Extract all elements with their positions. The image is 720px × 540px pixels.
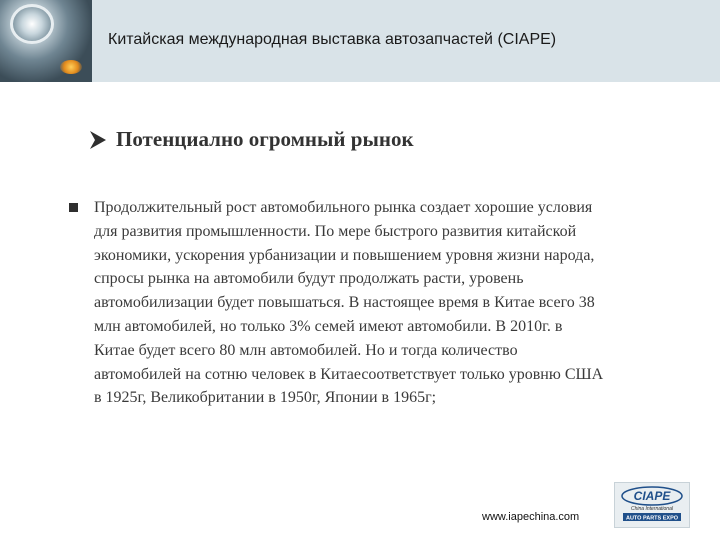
- body-line: автомобилей на сотню человек в Китаесоответствует только уровню США: [94, 365, 604, 383]
- header-car-headlight-image: [0, 0, 92, 82]
- body-line: спросы рынка на автомобили будут продолжать расти, уровень: [94, 270, 524, 288]
- footer-website: www.iapechina.com: [482, 511, 580, 523]
- arrow-bullet-icon: [88, 129, 108, 151]
- body-line: экономики, ускорения урбанизации и повышением уровня жизни народа,: [94, 246, 595, 264]
- body-line: млн автомобилей, но только 3% семей имеют автомобили. В 2010г. в: [94, 317, 563, 335]
- logo-subtitle: China International: [631, 506, 673, 512]
- body-line: для развития промышленности. По мере быстрого развития китайской: [94, 222, 577, 240]
- body-line: в 1925г, Великобритании в 1950г, Японии в 1965г;: [94, 389, 437, 407]
- indicator-light-shape: [60, 60, 82, 74]
- body-line: автомобилизации будет повышаться. В настоящее время в Китае всего 38: [94, 294, 595, 312]
- body-line: Китае будет всего 80 млн автомобилей. Но и тогда количество: [94, 341, 518, 359]
- header-title: Китайская международная выставка автозапчастей (CIAPE): [108, 31, 557, 48]
- body-line: Продолжительный рост автомобильного рынка создает хорошие условия: [94, 199, 593, 216]
- body-paragraph: [94, 196, 690, 410]
- headlight-shape: [10, 4, 54, 44]
- ciape-logo: [614, 482, 690, 528]
- logo-badge: AUTO PARTS EXPO: [625, 515, 679, 522]
- section-heading: Потенциално огромный рынок: [116, 127, 414, 151]
- square-bullet-icon: [69, 203, 78, 212]
- section-heading-row: [88, 127, 414, 152]
- logo-wordmark: CIAPE: [633, 489, 671, 503]
